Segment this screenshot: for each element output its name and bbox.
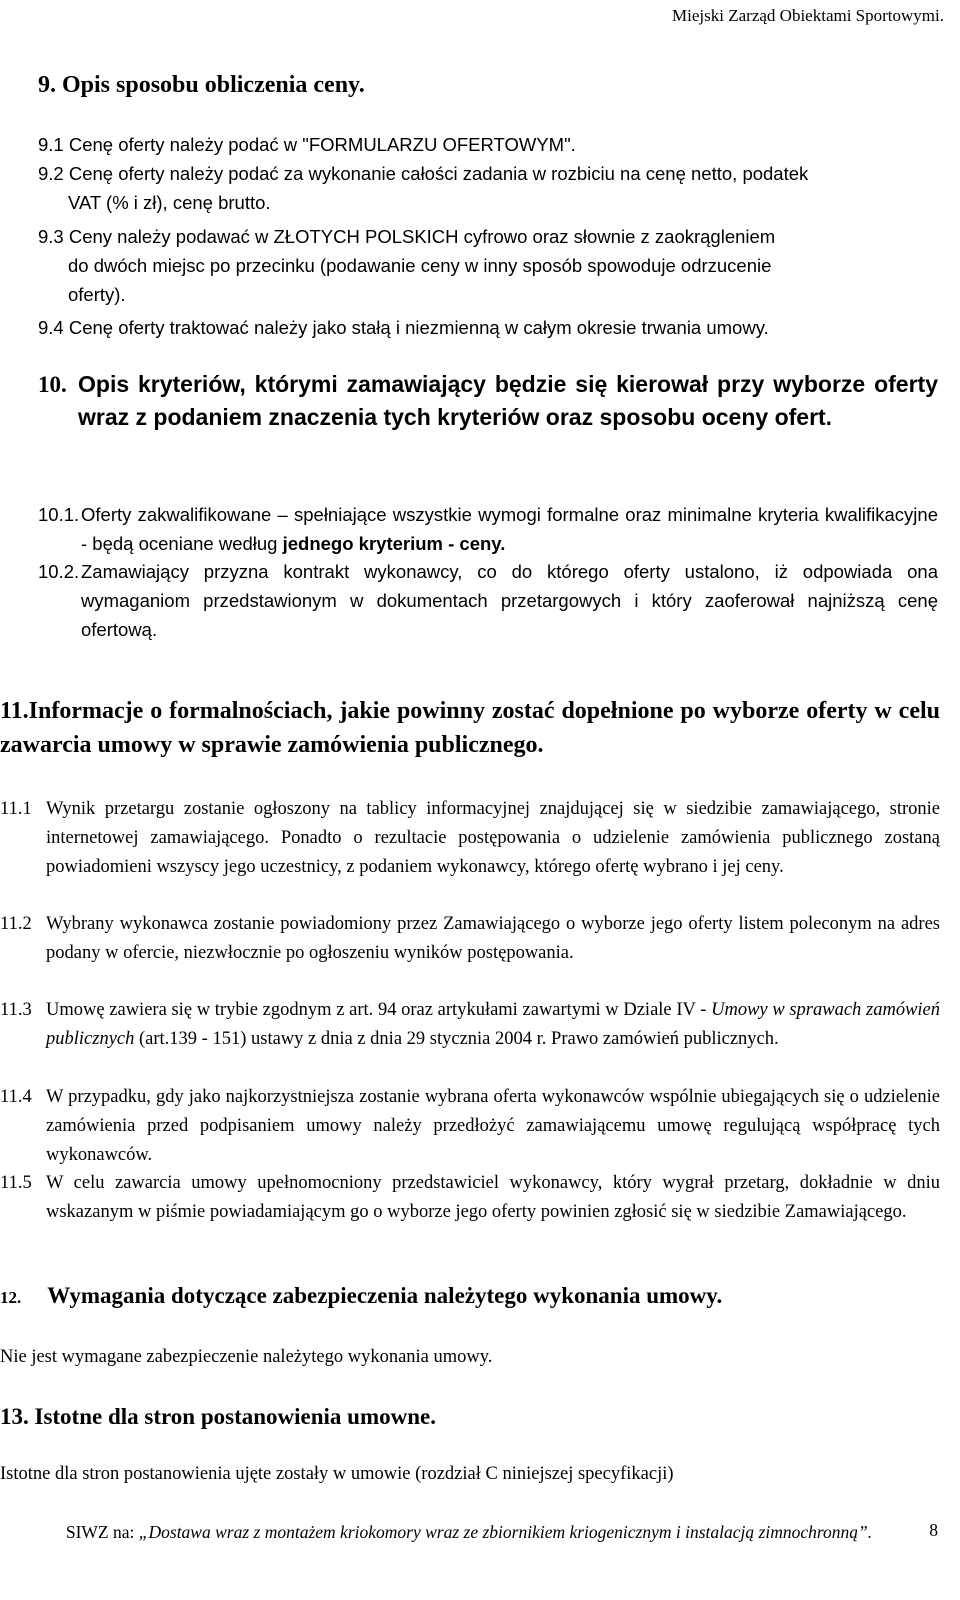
section-12-heading: 12. Wymagania dotyczące zabezpieczenia należytego wykonania umowy. bbox=[0, 1283, 723, 1308]
page-header: Miejski Zarząd Obiektami Sportowymi. bbox=[672, 6, 944, 25]
section-11-4: 11.4 W przypadku, gdy jako najkorzystniejsza zostanie wybrana oferta wykonawców wspólnie ubiegających się o udzielenie zamówienia przed podpisaniem umowy należy przedłożyć zamawiającemu umowę regulującą współpracę tych wykonawców. bbox=[0, 1087, 940, 1165]
section-11-1: 11.1 Wynik przetargu zostanie ogłoszony na tablicy informacyjnej znajdującej się w siedzibie zamawiającego, stronie internetowej zamawiającego. Ponadto o rezultacie postępowania o udzielenie zamówienia publicznego zostaną powiadomieni wszyscy jego uczestnicy, z podaniem wykonawcy, którego ofertę wybrano i jej ceny. bbox=[0, 799, 940, 877]
section-9-1: 9.1 Cenę oferty należy podać w "FORMULARZU OFERTOWYM". bbox=[38, 134, 576, 155]
section-10-1: 10.1. Oferty zakwalifikowane – spełniające wszystkie wymogi formalne oraz minimalne kryteria kwalifikacyjne - będą oceniane według jednego kryterium - ceny. bbox=[38, 504, 938, 554]
section-9-3: 9.3 Ceny należy podawać w ZŁOTYCH POLSKICH cyfrowo oraz słownie z zaokrągleniem do dwóch miejsc po przecinku (podawanie ceny w inny sposób spowoduje odrzucenie oferty). bbox=[38, 226, 776, 305]
section-12-body: Nie jest wymagane zabezpieczenie należytego wykonania umowy. bbox=[0, 1347, 493, 1367]
section-11-3: 11.3 Umowę zawiera się w trybie zgodnym z art. 94 oraz artykułami zawartymi w Dziale IV - Umowy w sprawach zamówień publicznych (art.139 - 151) ustawy z dnia z dnia 29 stycznia 2004 r. Prawo zamówień publicznych. bbox=[0, 1000, 941, 1049]
section-10-2: 10.2. Zamawiający przyzna kontrakt wykonawcy, co do którego oferty ustalono, iż odpowiada ona wymaganiom przedstawionym w dokumentach przetargowych i który zaoferował najniższą cenę ofertową. bbox=[38, 561, 938, 640]
section-11-heading: 11.Informacje o formalnościach, jakie powinny zostać dopełnione po wyborze oferty w celu zawarcia umowy w sprawie zamówienia publicznego. bbox=[0, 698, 940, 758]
section-11-2: 11.2 Wybrany wykonawca zostanie powiadomiony przez Zamawiającego o wyborze jego oferty listem poleconym na adres podany w ofercie, niezwłocznie po ogłoszeniu wyników postępowania. bbox=[0, 914, 940, 963]
section-13-body: Istotne dla stron postanowienia ujęte zostały w umowie (rozdział C niniejszej specyfikacji) bbox=[0, 1464, 674, 1484]
section-9-4: 9.4 Cenę oferty traktować należy jako stałą i niezmienną w całym okresie trwania umowy. bbox=[38, 317, 769, 338]
section-13-heading: 13. Istotne dla stron postanowienia umowne. bbox=[0, 1404, 436, 1429]
section-9-heading: 9. Opis sposobu obliczenia ceny. bbox=[38, 72, 365, 98]
section-9-2: 9.2 Cenę oferty należy podać za wykonanie całości zadania w rozbiciu na cenę netto, podatek VAT (% i zł), cenę brutto. bbox=[38, 163, 809, 213]
page-number: 8 bbox=[929, 1520, 938, 1540]
section-11-5: 11.5 W celu zawarcia umowy upełnomocniony przedstawiciel wykonawcy, który wygrał przetarg, dokładnie w dniu wskazanym w piśmie powiadamiającym go o wyborze jego oferty powinien zgłosić się w siedzibie Zamawiającego. bbox=[0, 1173, 940, 1222]
page-footer: SIWZ na: „Dostawa wraz z montażem kriokomory wraz ze zbiornikiem kriogenicznym i instalacją zimnochronną”. bbox=[65, 1522, 873, 1542]
section-10-heading: 10. Opis kryteriów, którymi zamawiający będzie się kierował przy wyborze oferty wraz z podaniem znaczenia tych kryteriów oraz sposobu oceny ofert. bbox=[38, 371, 938, 430]
